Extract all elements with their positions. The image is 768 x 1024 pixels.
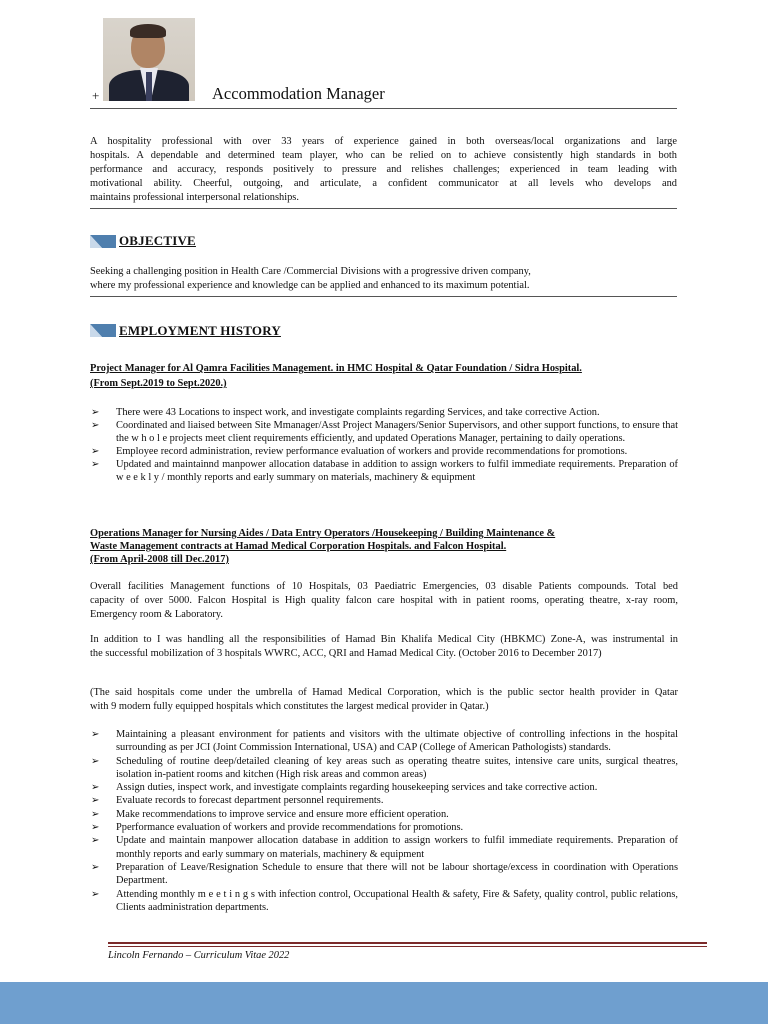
page-title: Accommodation Manager bbox=[212, 84, 385, 103]
job2-para1-line-3: Emergency room & Laboratory. bbox=[90, 609, 224, 620]
objective-line-1: Seeking a challenging position in Health Care /Commercial Divisions with a progressive driven company, bbox=[90, 266, 531, 277]
list-item: ➢ Make recommendations to improve service and ensure more efficient operation. bbox=[90, 808, 678, 821]
summary-divider bbox=[90, 208, 677, 209]
list-item: ➢ Assign duties, inspect work, and investigate complaints regarding housekeeping services and take corrective action. bbox=[90, 781, 678, 794]
list-item: ➢ Coordinated and liaised between Site Mmanager/Asst Project Managers/Senior Supervisors, and other support functions, to ensure that the w h o l e projects meet client requirements efficiently, and updated Operations Manager, pertaining to daily operations. bbox=[90, 419, 678, 445]
employment-heading: EMPLOYMENT HISTORY bbox=[119, 323, 281, 338]
job2-para1-line-1: Overall facilities Management functions of 10 Hospitals, 03 Paediatric Emergencies, 03 disable Patients compounds. Total bed bbox=[90, 581, 678, 592]
summary-line-3: performance and accuracy, responds positively to pressure and relishes challenges; experienced in team leading with bbox=[90, 164, 677, 175]
job1-bullet-list bbox=[90, 406, 678, 485]
footer-text: Lincoln Fernando – Curriculum Vitae 2022 bbox=[108, 950, 290, 961]
list-item: ➢ Maintaining a pleasant environment for patients and visitors with the ultimate objective of controlling infections in the hospital surrounding as per JCI (Joint Commission International, USA) and CAP (College of American Pathologists) standards. bbox=[90, 728, 678, 755]
job2-para2-line-1: In addition to I was handling all the responsibilities of Hamad Bin Khalifa Medical City (HBKMC) Zone-A, was instrumental in bbox=[90, 634, 678, 645]
section-marker-icon bbox=[90, 235, 116, 248]
job2-title-line-1: Operations Manager for Nursing Aides / Data Entry Operators /Housekeeping / Building Maintenance & bbox=[90, 528, 556, 539]
list-item: ➢ Updated and maintainnd manpower allocation database in addition to assign workers to fulfil immediate requirements. Preparation of w e e k l y / monthly reports and early summary on materials, machinery & equipment bbox=[90, 458, 678, 484]
job2-para3-line-1: (The said hospitals come under the umbrella of Hamad Medical Corporation, which is the public sector health provider in Qatar bbox=[90, 687, 678, 698]
list-item: ➢ Preparation of Leave/Resignation Schedule to ensure that there will not be labour shortage/excess in coordination with Operations Department. bbox=[90, 861, 678, 888]
job2-dates: (From April-2008 till Dec.2017) bbox=[90, 554, 229, 565]
list-item: ➢ Attending monthly m e e t i n g s with infection control, Occupational Health & safety, Fire & Safety, quality control, public relations, Clients aadministration departments. bbox=[90, 888, 678, 915]
list-item: ➢ Scheduling of routine deep/detailed cleaning of key areas such as operating theatre suites, intensive care units, surgical theatres, isolation in-patient rooms and kitchen (High risk areas and common areas) bbox=[90, 755, 678, 782]
job2-para3-line-2: with 9 modern fully equipped hospitals which constitutes the largest medical provider in Qatar.) bbox=[90, 701, 489, 712]
list-item: ➢ Evaluate records to forecast department personnel requirements. bbox=[90, 794, 678, 807]
list-item: ➢ Employee record administration, review performance evaluation of workers and provide recommendations for promotions. bbox=[90, 445, 678, 458]
summary-line-4: motivational ability. Cheerful, outgoing, and articulate, a confident communicator at all levels who develops and bbox=[90, 178, 677, 189]
summary-line-1: A hospitality professional with over 33 years of experience gained in both overseas/local organizations and large bbox=[90, 136, 677, 147]
objective-line-2: where my professional experience and knowledge can be applied and enhanced to its maximum potential. bbox=[90, 280, 530, 291]
job1-title: Project Manager for Al Qamra Facilities Management. in HMC Hospital & Qatar Foundation / Sidra Hospital. bbox=[90, 363, 582, 374]
job2-bullet-list bbox=[90, 728, 678, 914]
footer-rule-thin bbox=[108, 946, 707, 947]
job2-para1-line-2: capacity of over 5000. Falcon Hospital is High quality falcon care hospital with in patient rooms, operating theatre, x-ray room, bbox=[90, 595, 678, 606]
list-item: ➢ Update and maintain manpower allocation database in addition to assign workers to fulfil immediate requirements. Preparation of monthly reports and early summary on materials, machinery & equipment bbox=[90, 834, 678, 861]
objective-divider bbox=[90, 296, 677, 297]
list-item: ➢ There were 43 Locations to inspect work, and investigate complaints regarding Services, and take corrective Action. bbox=[90, 406, 678, 419]
summary-line-2: hospitals. A dependable and determined team player, who can be relied on to achieve consistently high standards in both bbox=[90, 150, 677, 161]
job2-para2-line-2: the successful mobilization of 3 hospitals WWRC, ACC, QRI and Hamad Medical City. (October 2016 to December 2017) bbox=[90, 648, 602, 659]
job1-dates: (From Sept.2019 to Sept.2020.) bbox=[90, 378, 227, 389]
job2-title-line-2: Waste Management contracts at Hamad Medical Corporation Hospitals. and Falcon Hospital. bbox=[90, 541, 507, 552]
list-item: ➢ Pperformance evaluation of workers and provide recommendations for promotions. bbox=[90, 821, 678, 834]
profile-photo bbox=[103, 18, 195, 101]
objective-heading: OBJECTIVE bbox=[119, 233, 196, 248]
title-divider bbox=[90, 108, 677, 109]
plus-marker: + bbox=[92, 88, 100, 103]
section-marker-icon bbox=[90, 324, 116, 337]
bottom-band bbox=[0, 982, 768, 1024]
footer-rule bbox=[108, 942, 707, 944]
summary-line-5: maintains professional interpersonal relationships. bbox=[90, 192, 299, 203]
